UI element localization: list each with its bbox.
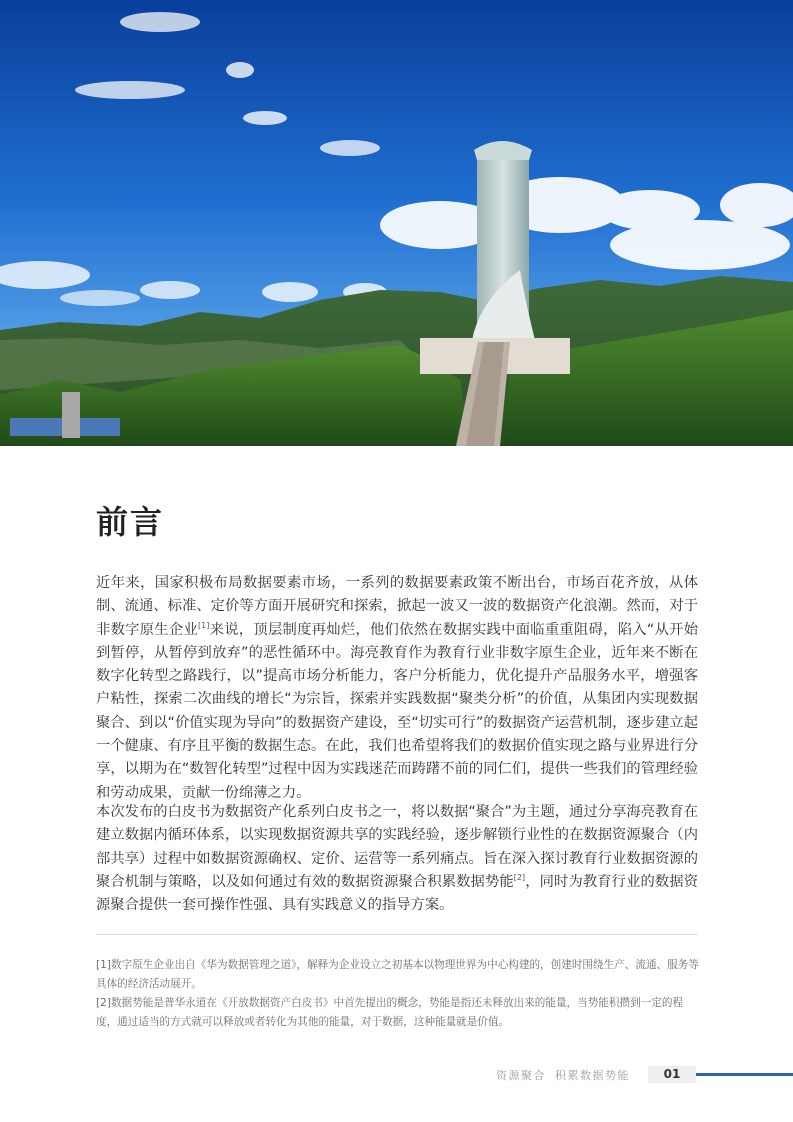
footer-tagline: 资源聚合 积累数据势能 <box>496 1069 630 1082</box>
landscape-tower-photo <box>0 0 793 446</box>
intro-paragraph-2 <box>96 801 698 917</box>
footnote-ref-1[interactable]: [1] <box>198 620 210 630</box>
paragraph-text: ，同时为教育行业的数据资源聚合提供一套可操作性强、具有实践意义的指导方案。 <box>96 873 698 914</box>
footer-accent-line <box>696 1073 793 1076</box>
intro-paragraph-1 <box>96 572 698 805</box>
page-number: 01 <box>648 1066 696 1083</box>
footnote-2: [2]数据势能是普华永道在《开放数据资产白皮书》中首先提出的概念，势能是指还未释放出来的能量，当势能积攒到一定的程度，通过适当的方式就可以释放或者转化为其他的能量，对于数据，这种能量就是价值。 <box>96 997 684 1028</box>
page-title: 前言 <box>96 503 165 541</box>
paragraph-text: 来说，顶层制度再灿烂，他们依然在数据实践中面临重重阻碍，陷入“从开始到暂停，从暂停到放弃”的恶性循环中。海亮教育作为教育行业非数字原生企业，近年来不断在数字化转型之路践行，以”提高市场分析能力，客户分析能力，优化提升产品服务水平，增强客户粘性，探索二次曲线的增长“为宗旨，探索并实践数据“聚类分析”的价值，从集团内实现数据聚合、到以“价值实现为导向”的数据资产建设，至“切实可行”的数据资产运营机制，逐步建立起一个健康、有序且平衡的数据生态。在此，我们也希望将我们的数据价值实现之路与业界进行分享，以期为在“数智化转型”过程中因为实践迷茫而踌躇不前的同仁们，提供一些我们的管理经验和劳动成果，贡献一份绵薄之力。 <box>96 621 699 801</box>
paragraph-text: 本次发布的白皮书为数据资产化系列白皮书之一，将以数据“聚合”为主题，通过分享海亮教育在建立数据内循环体系，以实现数据资源共享的实践经验，逐步解锁行业性的在数据资源聚合（内部共享）过程中如数据资源确权、定价、运营等一系列痛点。旨在深入探讨教育行业数据资源的聚合机制与策略，以及如何通过有效的数据资源聚合积累数据势能 <box>96 804 698 890</box>
footnotes <box>96 956 700 1032</box>
footnote-divider <box>96 934 698 935</box>
footnote-ref-2[interactable]: [2] <box>513 873 526 883</box>
hero-photo <box>0 0 793 446</box>
paragraph-text: 近年来，国家积极布局数据要素市场，一系列的数据要素政策不断出台，市场百花齐放，从体制、流通、标准、定价等方面开展研究和探索，掀起一波又一波的数据资产化浪潮。然而，对于非数字原生企业 <box>96 575 698 638</box>
footnote-1: [1]数字原生企业出自《华为数据管理之道》，解释为企业设立之初基本以物理世界为中心构建的，创建时围绕生产、流通、服务等具体的经济活动展开。 <box>96 959 699 990</box>
